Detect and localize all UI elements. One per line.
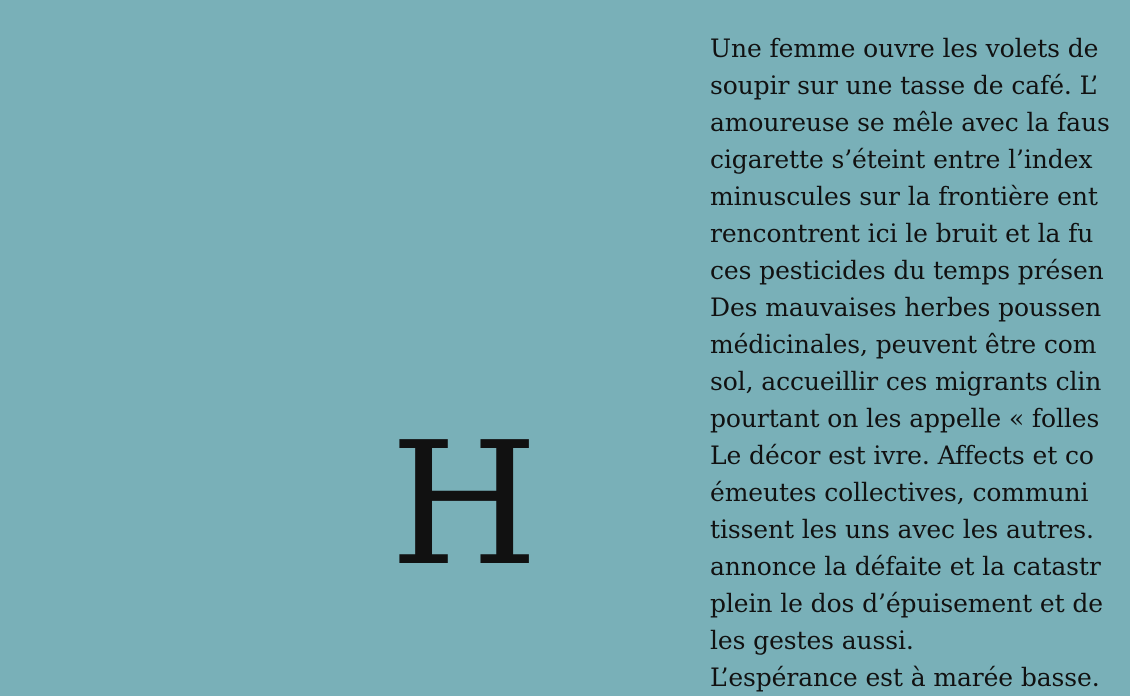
body-text <box>710 30 1130 696</box>
text-line: amoureuse se mêle avec la faus <box>710 108 1110 137</box>
text-line: ces pesticides du temps présen <box>710 256 1104 285</box>
text-line: cigarette s’éteint entre l’index <box>710 145 1093 174</box>
text-line: tissent les uns avec les autres. <box>710 515 1094 544</box>
text-line: Des mauvaises herbes poussen <box>710 293 1102 322</box>
text-line: sol, accueillir ces migrants clin <box>710 367 1102 396</box>
text-line: les gestes aussi. <box>710 626 914 655</box>
text-line: rencontrent ici le bruit et la fu <box>710 219 1094 248</box>
text-line: médicinales, peuvent être com <box>710 330 1097 359</box>
text-line: Une femme ouvre les volets de <box>710 34 1099 63</box>
body-text-column <box>710 30 1130 690</box>
text-line: minuscules sur la frontière ent <box>710 182 1098 211</box>
mirrored-capital-h-icon: H <box>390 406 539 604</box>
text-line: plein le dos d’épuisement et de <box>710 589 1103 618</box>
text-line: pourtant on les appelle « folles <box>710 404 1100 433</box>
text-line: émeutes collectives, communi <box>710 478 1089 507</box>
text-line: soupir sur une tasse de café. L’ <box>710 71 1098 100</box>
text-line: L’espérance est à marée basse. <box>710 663 1100 692</box>
text-line: annonce la défaite et la catastr <box>710 552 1101 581</box>
text-line: Le décor est ivre. Affects et co <box>710 441 1094 470</box>
